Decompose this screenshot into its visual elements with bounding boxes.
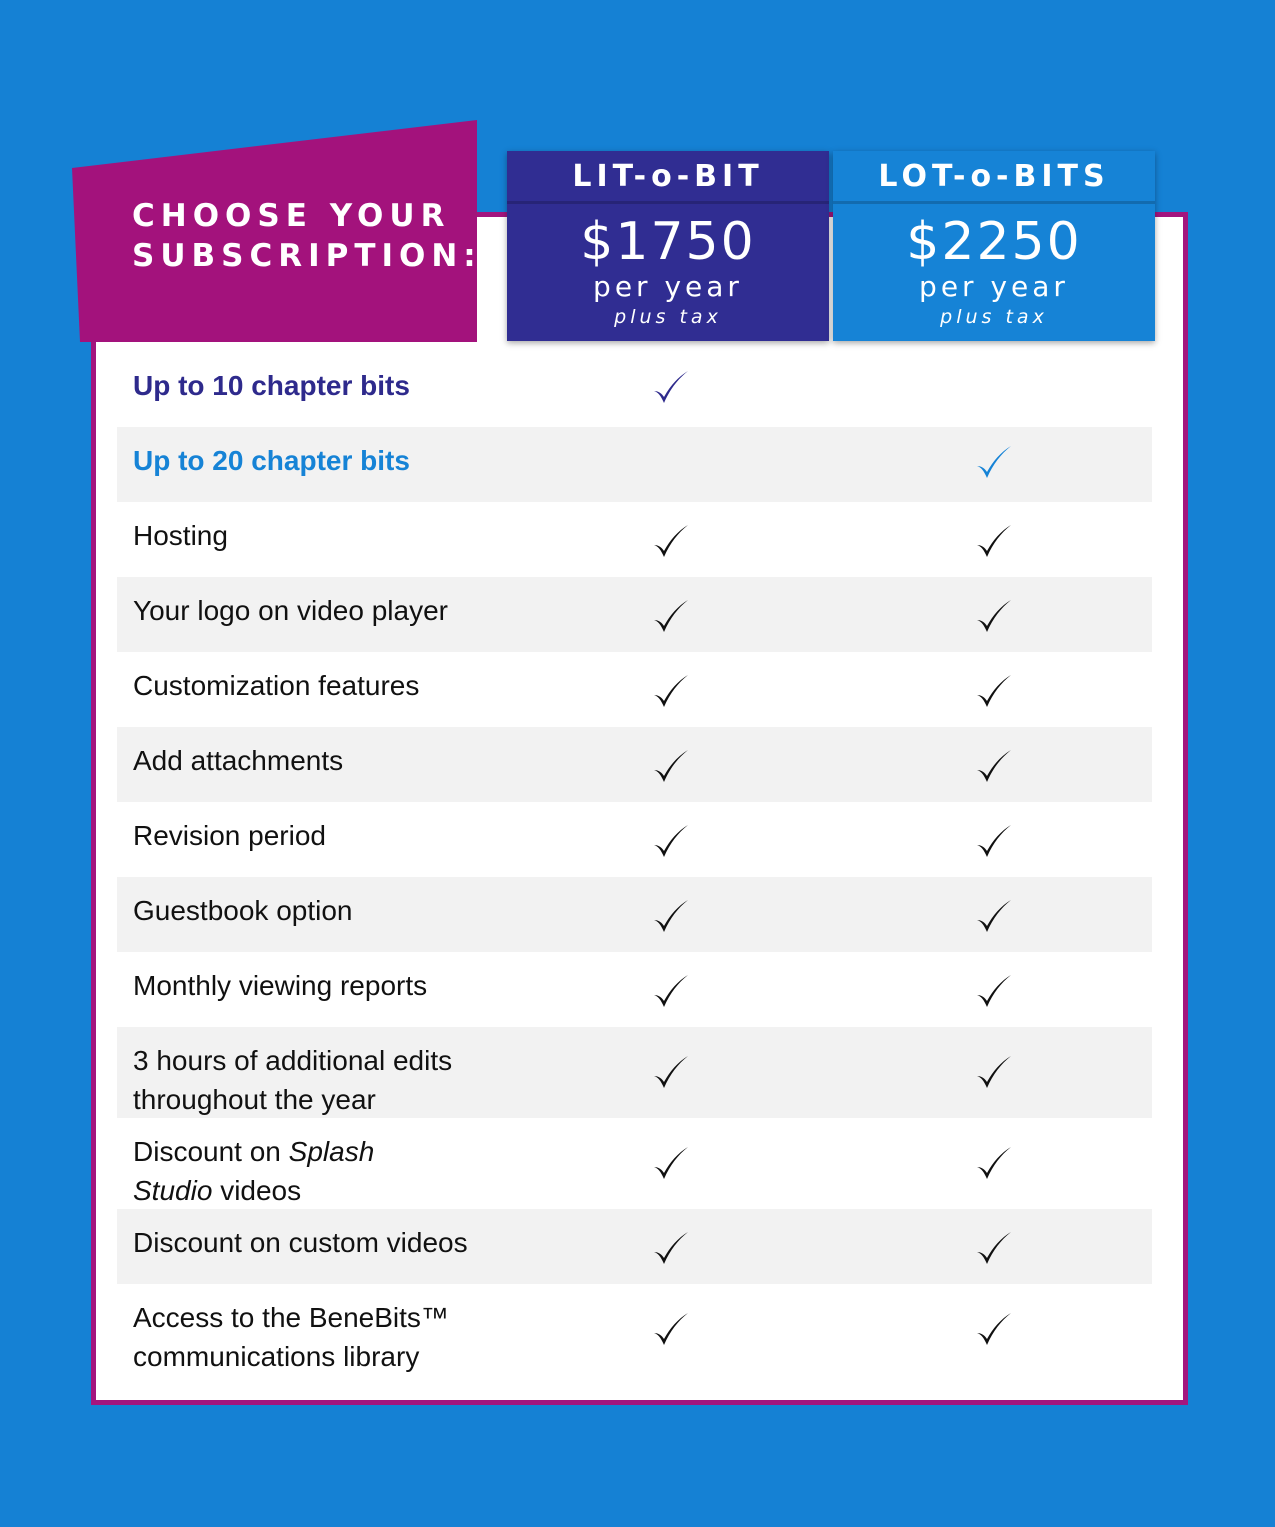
table-row <box>117 427 1152 502</box>
feature-label: Guestbook option <box>133 895 353 926</box>
plan-period: per year <box>919 270 1069 303</box>
checkmark-icon <box>974 672 1014 712</box>
table-row <box>117 1209 1152 1284</box>
checkmark-icon <box>974 897 1014 937</box>
plan-tax-note: plus tax <box>940 306 1048 328</box>
feature-label: Your logo on video player <box>133 595 448 626</box>
feature-label-line: Access to the BeneBits™ <box>133 1302 449 1333</box>
feature-label: Add attachments <box>133 745 344 776</box>
table-row <box>117 1027 1152 1118</box>
feature-label-line: Discount on Splash <box>133 1136 375 1167</box>
checkmark-icon <box>651 747 691 787</box>
feature-label <box>133 1132 523 1210</box>
table-row <box>117 727 1152 802</box>
plan-period: per year <box>593 270 743 303</box>
feature-label: Monthly viewing reports <box>133 970 428 1001</box>
feature-label: Up to 20 chapter bits <box>133 445 410 476</box>
checkmark-icon <box>974 1229 1014 1269</box>
title-line-2: SUBSCRIPTION: <box>132 238 482 274</box>
feature-label-line: communications library <box>133 1341 420 1372</box>
checkmark-icon <box>651 1144 691 1184</box>
plan-tax-note: plus tax <box>614 306 722 328</box>
plan-name: LIT-o-BIT <box>507 151 829 204</box>
checkmark-icon <box>974 1053 1014 1093</box>
table-row <box>117 352 1152 427</box>
checkmark-icon <box>974 822 1014 862</box>
checkmark-icon <box>651 1310 691 1350</box>
checkmark-icon <box>974 443 1014 483</box>
feature-label: Discount on custom videos <box>133 1227 468 1258</box>
page-title <box>132 196 482 276</box>
feature-table <box>117 352 1152 1375</box>
checkmark-icon <box>651 897 691 937</box>
title-line-1: CHOOSE YOUR <box>132 198 451 234</box>
checkmark-icon <box>651 822 691 862</box>
checkmark-icon <box>651 1229 691 1269</box>
checkmark-icon <box>974 747 1014 787</box>
table-row <box>117 577 1152 652</box>
feature-label: Customization features <box>133 670 420 701</box>
checkmark-icon <box>651 972 691 1012</box>
checkmark-icon <box>651 1053 691 1093</box>
feature-label-line: 3 hours of additional edits <box>133 1045 453 1076</box>
plan-lit-o-bit <box>507 151 829 341</box>
plan-name: LOT-o-BITS <box>833 151 1155 204</box>
feature-label: Up to 10 chapter bits <box>133 370 410 401</box>
table-row <box>117 1284 1152 1375</box>
table-row <box>117 652 1152 727</box>
plan-price: $1750 <box>580 212 756 272</box>
checkmark-icon <box>974 1310 1014 1350</box>
feature-label-line: Studio videos <box>133 1175 302 1206</box>
feature-label: Hosting <box>133 520 228 551</box>
table-row <box>117 802 1152 877</box>
checkmark-icon <box>651 672 691 712</box>
checkmark-icon <box>651 522 691 562</box>
table-row <box>117 502 1152 577</box>
table-row <box>117 952 1152 1027</box>
table-row <box>117 877 1152 952</box>
feature-label <box>133 1041 523 1119</box>
feature-label: Revision period <box>133 820 326 851</box>
checkmark-icon <box>974 597 1014 637</box>
checkmark-icon <box>974 972 1014 1012</box>
feature-label <box>133 1298 523 1376</box>
checkmark-icon <box>974 522 1014 562</box>
feature-label-line: throughout the year <box>133 1084 376 1115</box>
checkmark-icon <box>974 1144 1014 1184</box>
checkmark-icon <box>651 597 691 637</box>
checkmark-icon <box>651 368 691 408</box>
table-row <box>117 1118 1152 1209</box>
plan-price: $2250 <box>906 212 1082 272</box>
plan-lot-o-bits <box>833 151 1155 341</box>
